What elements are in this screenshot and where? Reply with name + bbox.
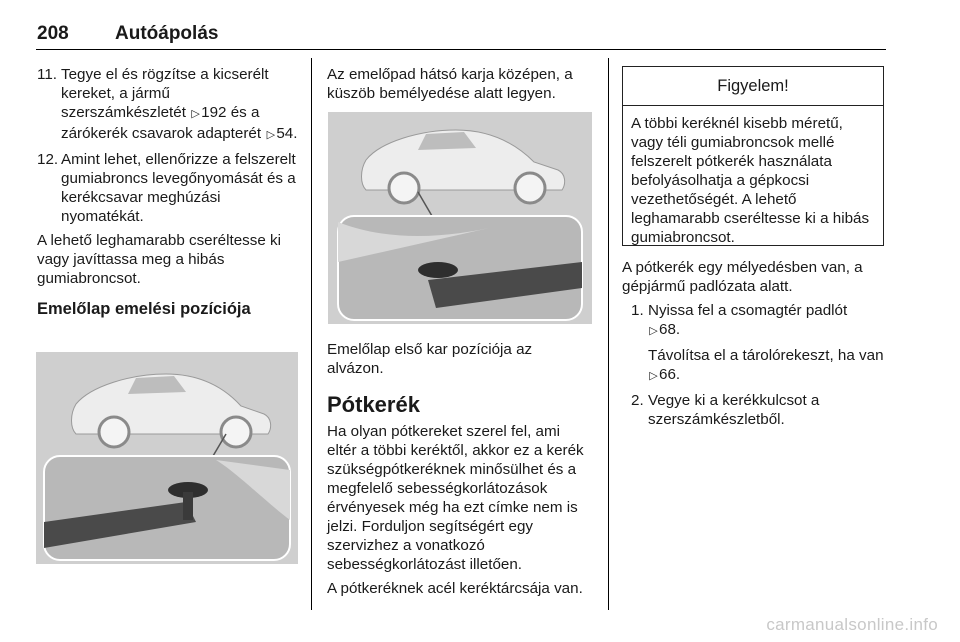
- car-lift-front-illustration: [36, 352, 298, 564]
- list-text: Nyissa fel a csomagtér padlót: [648, 302, 848, 319]
- list-item-12: [37, 150, 299, 226]
- section-heading: Emelőlap emelési pozíciója: [37, 300, 251, 318]
- column-1: [37, 65, 299, 319]
- warning-box: [622, 66, 884, 246]
- column-divider-1: [311, 58, 312, 610]
- column-2-lower: [327, 340, 592, 598]
- list-text: Vegye ki a kerékkulcsot a szerszámkészletből.: [648, 392, 820, 428]
- list-number: 2.: [631, 392, 644, 409]
- section-heading: Pótkerék: [327, 392, 420, 417]
- paragraph: A pótkeréknek acél keréktárcsája van.: [327, 580, 583, 597]
- list-number: 1.: [631, 302, 644, 319]
- list-item-1: [622, 301, 888, 386]
- list-number: 11.: [37, 66, 57, 83]
- list-text: Amint lehet, ellenőrizze a felszerelt gumiabroncs levegőnyomását és a kerékcsavar meghúzási nyomatékát.: [61, 151, 296, 225]
- list-item-2: [622, 391, 888, 429]
- paragraph: Az emelőpad hátsó karja középen, a küszöb bemélyedése alatt legyen.: [327, 66, 573, 102]
- page-number: 208: [37, 23, 69, 44]
- page-ref[interactable]: 66.: [659, 366, 681, 383]
- warning-text: A többi keréknél kisebb méretű, vagy téli gumiabroncsok mellé felszerelt pótkerék használata befolyásolhatja a gépkocsi vezethetőségét. A lehető leghamarabb cseréltesse ki a hibás gumiabroncsot.: [631, 115, 870, 246]
- page-ref[interactable]: 192: [201, 104, 227, 121]
- watermark: carmanualsonline.info: [766, 615, 938, 634]
- page-ref-arrow-icon: ▷: [266, 129, 276, 141]
- column-2: [327, 65, 592, 103]
- header-rule: [36, 49, 886, 50]
- paragraph: Ha olyan pótkereket szerel fel, ami eltér a többi keréktől, akkor ez a kerék szükségpótkeréknek minősülhet és a megfelelő sebességkorlátozások érvényesek még ha ezt címke nem is jelzi. Forduljon segítségért egy szervizhez a vonatkozó sebességkorlátozást illetően.: [327, 423, 584, 573]
- page-ref[interactable]: 54.: [276, 125, 298, 142]
- page-ref-arrow-icon: ▷: [649, 370, 658, 382]
- paragraph: A pótkerék egy mélyedésben van, a gépjármű padlózata alatt.: [622, 259, 863, 295]
- page-ref-arrow-icon: ▷: [191, 108, 200, 120]
- list-number: 12.: [37, 151, 59, 168]
- column-3: [622, 258, 888, 429]
- warning-title: Figyelem!: [623, 67, 883, 106]
- list-text: és a zárókerék csavarok adapterét: [61, 104, 262, 142]
- list-item-11: [37, 65, 299, 145]
- page-ref[interactable]: 68.: [659, 321, 681, 338]
- list-text: Tegye el és rögzítse a kicserélt kereket, a jármű szerszámkészletét: [61, 66, 269, 121]
- figure-caption: Emelőlap első kar pozíciója az alvázon.: [327, 341, 533, 377]
- paragraph: A lehető leghamarabb cseréltesse ki vagy javíttassa meg a hibás gumiabroncsot.: [37, 232, 281, 287]
- car-lift-rear-illustration: [328, 112, 592, 324]
- page-title: Autóápolás: [115, 23, 219, 44]
- page-ref-arrow-icon: ▷: [649, 325, 658, 337]
- list-subtext: Távolítsa el a tárolórekeszt, ha van: [648, 347, 884, 364]
- column-divider-2: [608, 58, 609, 610]
